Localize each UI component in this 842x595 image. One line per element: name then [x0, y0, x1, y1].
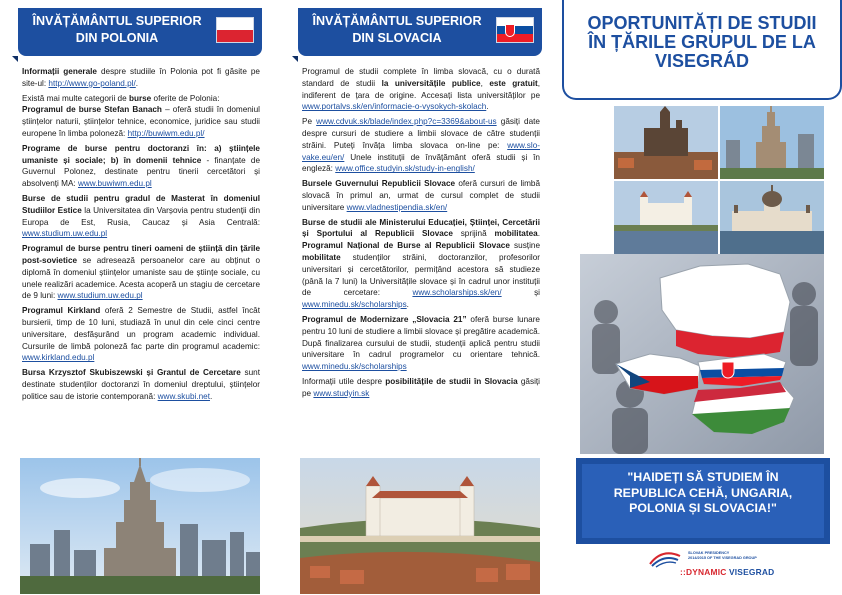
poland-flag-icon: [216, 17, 254, 43]
poland-map-shape: [660, 264, 790, 338]
poland-master-paragraph: Burse de studii pentru gradul de Masterat în domeniul Studiilor Estice la Universitatea din Varșovia pentru studenții din Europa de Est, Rusia, Caucaz și Asia Centrală: www.studium.uw.edu.pl: [22, 193, 260, 239]
cover-title: OPORTUNITĂȚI DE STUDII ÎN ȚĂRILE GRUPUL DE LA VISEGRÁD: [587, 13, 817, 71]
poland-postsoviet-paragraph: Programul de burse pentru tineri oameni de știință din țările post-sovietice se adresează persoanelor care au obținut o diplomă în domeniul științelor umaniste sau de științe sociale, cu unele realizări academice. Acesta acoperă un stagiu de cercetare de 9 luni: www.studium.uw.edu.pl: [22, 244, 260, 301]
studium-link-2[interactable]: www.studium.uw.edu.pl: [57, 291, 143, 301]
slovakia-ministry-paragraph: Burse de studii ale Ministerului Educației, Științei, Cercetării și Sportului al Republicii Slovace sprijină mobilitatea. Programul Național de Burse al Republicii Slovace susține mobilitate studenților străini, doctoranzilor, profesorilor universitari și cercetătorilor, permițând acestora să studieze (până la 7 luni) la Universitățile slovace și în cadrul unor instituții de cercetare: www.scholarships.sk/en/ și www.minedu.sk/scholarships.: [302, 217, 540, 310]
swoosh-icon: [648, 550, 682, 568]
slovakia-banner-title: ÎNVĂȚĂMÂNTUL SUPERIOR DIN SLOVACIA: [312, 14, 482, 45]
call-to-action-box: [576, 458, 830, 544]
poland-panel: [0, 0, 280, 595]
poland-banner: [18, 8, 262, 56]
bratislava-image: [614, 181, 718, 254]
dynamic-visegrad-logo: SLOVAK PRESIDENCY 2014/2015 OF THE VISEGRAD GROUP ::DYNAMIC VISEGRAD: [644, 546, 762, 586]
studium-link[interactable]: www.studium.uw.edu.pl: [22, 229, 108, 239]
slovakia-useful-info-paragraph: Informații utile despre posibilitățile de studii în Slovacia găsiți pe www.studyin.sk: [302, 376, 540, 398]
vladnestipendia-link[interactable]: www.vladnestipendia.sk/en/: [346, 202, 448, 212]
slovakia-government-paragraph: Bursele Guvernului Republicii Slovace oferă cursuri de limbă slovacă în primul an, urmat de cursul complet de studii universitare www.vladnestipendia.sk/en/: [302, 179, 541, 212]
buwiwm-link-2[interactable]: www.buwiwm.edu.pl: [77, 179, 152, 189]
skubi-link[interactable]: www.skubi.net: [157, 391, 210, 401]
warsaw-skyline-image: [20, 458, 260, 594]
scholarships-link[interactable]: www.scholarships.sk/en/: [412, 288, 502, 298]
studyin-link[interactable]: www.studyin.sk: [313, 388, 370, 398]
poland-info-paragraph: Informații generale despre studiile în Polonia pot fi găsite pe site-ul: http://www.go-poland.pl/.: [22, 67, 260, 88]
poland-skubi-paragraph: Bursa Krzysztof Skubiszewski și Grantul de Cercetare sunt destinate studenților doctoranzi în domeniul dreptului, științelor politice sau de istorie contemporană: www.skubi.net.: [22, 368, 260, 401]
slovakia-banner: [298, 8, 542, 56]
poland-banner-title: ÎNVĂȚĂMÂNTUL SUPERIOR DIN POLONIA: [32, 14, 202, 45]
poland-phd-paragraph: Programe de burse pentru doctoranzi în: a) științele umaniste și sociale; b) în domenii tehnice - finanțate de Guvernul Polonez, destinate pentru tinerii cercetători și absolvenți MA: www.buwiwm.edu.pl: [22, 143, 261, 189]
call-to-action-text: "HAIDEȚI SĂ STUDIEM ÎN REPUBLICA CEHĂ, UNGARIA, POLONIA ȘI SLOVACIA!": [613, 470, 793, 516]
slovakia-free-study-paragraph: Programul de studii complete în limba slovacă, cu o durată standard de studii la universitățile publice, este gratuit, indiferent de țara de origine. Accesați lista universităților pe www.portalvs.sk/en/informacie-o-vysokych-skolach.: [302, 67, 540, 112]
budapest-parliament-image: [720, 181, 824, 254]
poland-kirkland-paragraph: Programul Kirkland oferă 2 Semestre de Studii, astfel încât bursierii, timp de 10 luni, studiază în unul din cele cinci centre universitare, desfășurând un program academic individual. Cursurile de limbă poloneză fac parte din programul academic: www.kirkland.edu.pl: [22, 306, 260, 363]
slovakia-flag-icon: [496, 17, 534, 43]
v4-map-with-students-image: [580, 254, 824, 454]
prague-image: [614, 106, 718, 179]
poland-intro-paragraph: Există mai multe categorii de burse oferite de Polonia: Programul de burse Stefan Banach – oferă studii în domeniul științelor naturii, științelor tehnice, economice, juridice sau studii europene în limba poloneză: http://buwiwm.edu.pl/: [22, 93, 260, 138]
poland-body: [22, 66, 260, 406]
cdvuk-link[interactable]: www.cdvuk.sk/blade/index.php?c=3369&about-us: [316, 117, 497, 127]
studyin-english-link[interactable]: www.office.studyin.sk/study-in-english/: [335, 164, 475, 174]
kirkland-link[interactable]: www.kirkland.edu.pl: [22, 353, 95, 363]
cover-panel: [562, 0, 842, 595]
minedu-link[interactable]: www.minedu.sk/scholarships: [302, 300, 407, 310]
portalvs-link[interactable]: www.portalvs.sk/en/informacie-o-vysokych-skolach: [302, 102, 487, 112]
buwiwm-link[interactable]: http://buwiwm.edu.pl/: [127, 128, 205, 138]
slovake-link[interactable]: www.slo-vake.eu/en/: [302, 140, 540, 162]
slovakia-panel: [280, 0, 562, 595]
slovakia-language-paragraph: Pe www.cdvuk.sk/blade/index.php?c=3369&about-us găsiți date despre cursuri de studiere a limbii slovace de către studenții străini. Puteți învăța limba slovaca on-line pe: www.slo-vake.eu/en/ Unele instituții de învățământ oferă studii și în engleză: www.office.studyin.sk/study-in-english/: [302, 117, 540, 174]
slovakia-modernization-paragraph: Programul de Modernizare „Slovacia 21” oferă burse lunare pentru 10 luni de studiere a limbii slovace și pregătire academică. După finalizarea cursului de studii, studenții aplică pentru studii universitare în cadrul programelor cu orientare tehnică. www.minedu.sk/scholarships: [302, 314, 540, 372]
minedu-link-2[interactable]: www.minedu.sk/scholarships: [302, 362, 407, 372]
warsaw-palace-image: [720, 106, 824, 179]
go-poland-link[interactable]: http://www.go-poland.pl/: [48, 78, 136, 88]
slovakia-body: [302, 66, 540, 403]
bratislava-castle-image: [300, 458, 540, 594]
